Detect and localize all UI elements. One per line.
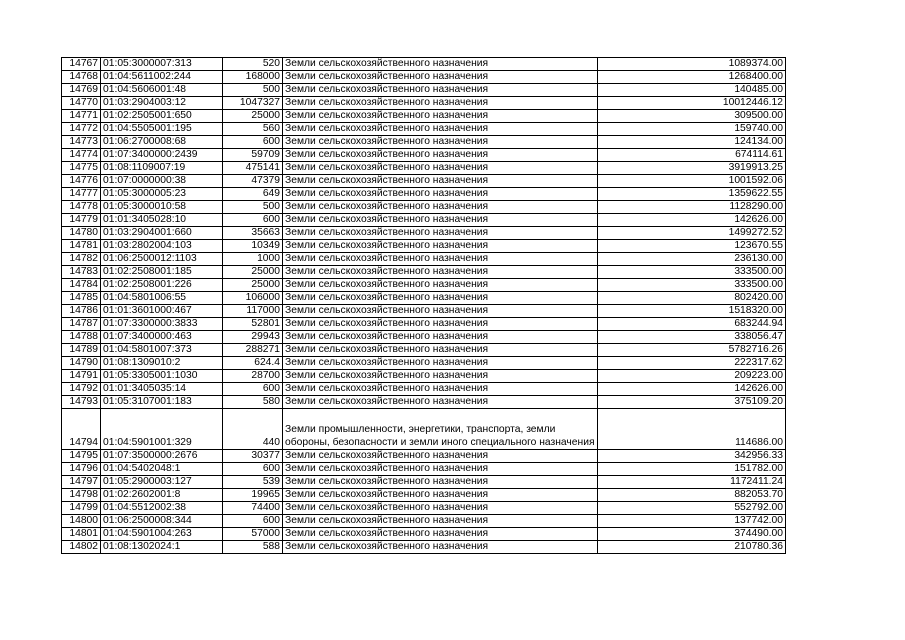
cadastral-number-cell: 01:02:2505001:650 <box>101 110 223 123</box>
land-category-cell: Земли сельскохозяйственного назначения <box>283 489 598 502</box>
table-row <box>62 383 786 396</box>
row-id-cell: 14776 <box>62 175 101 188</box>
area-cell: 30377 <box>223 450 283 463</box>
table-row <box>62 528 786 541</box>
cadastral-value-cell: 151782.00 <box>598 463 786 476</box>
row-id-cell: 14771 <box>62 110 101 123</box>
cadastral-value-cell: 1089374.00 <box>598 58 786 71</box>
row-id-cell: 14770 <box>62 97 101 110</box>
land-category-cell: Земли сельскохозяйственного назначения <box>283 110 598 123</box>
row-id-cell: 14793 <box>62 396 101 409</box>
land-category-cell: Земли сельскохозяйственного назначения <box>283 214 598 227</box>
area-cell: 600 <box>223 515 283 528</box>
cadastral-number-cell: 01:03:2802004:103 <box>101 240 223 253</box>
cadastral-value-cell: 1359622.55 <box>598 188 786 201</box>
cadastral-number-cell: 01:05:2900003:127 <box>101 476 223 489</box>
area-cell: 74400 <box>223 502 283 515</box>
area-cell: 440 <box>223 409 283 450</box>
cadastral-number-cell: 01:05:3107001:183 <box>101 396 223 409</box>
table-row <box>62 240 786 253</box>
cadastral-number-cell: 01:04:5611002:244 <box>101 71 223 84</box>
row-id-cell: 14791 <box>62 370 101 383</box>
table-row <box>62 476 786 489</box>
land-category-cell: Земли сельскохозяйственного назначения <box>283 318 598 331</box>
area-cell: 475141 <box>223 162 283 175</box>
table-row <box>62 110 786 123</box>
area-cell: 580 <box>223 396 283 409</box>
land-category-cell: Земли сельскохозяйственного назначения <box>283 396 598 409</box>
area-cell: 59709 <box>223 149 283 162</box>
cadastral-value-cell: 333500.00 <box>598 279 786 292</box>
cadastral-number-cell: 01:07:3500000:2676 <box>101 450 223 463</box>
row-id-cell: 14797 <box>62 476 101 489</box>
cadastral-value-cell: 802420.00 <box>598 292 786 305</box>
cadastral-number-cell: 01:05:3000007:313 <box>101 58 223 71</box>
land-category-cell: Земли сельскохозяйственного назначения <box>283 383 598 396</box>
table-row <box>62 123 786 136</box>
land-category-cell: Земли сельскохозяйственного назначения <box>283 71 598 84</box>
area-cell: 25000 <box>223 279 283 292</box>
cadastral-value-cell: 1172411.24 <box>598 476 786 489</box>
row-id-cell: 14772 <box>62 123 101 136</box>
cadastral-number-cell: 01:07:3300000:3833 <box>101 318 223 331</box>
table-row <box>62 450 786 463</box>
table-body <box>62 58 786 554</box>
land-category-cell: Земли сельскохозяйственного назначения <box>283 188 598 201</box>
land-category-cell: Земли сельскохозяйственного назначения <box>283 541 598 554</box>
area-cell: 52801 <box>223 318 283 331</box>
table-row <box>62 370 786 383</box>
cadastral-number-cell: 01:07:3400000:2439 <box>101 149 223 162</box>
land-category-cell: Земли сельскохозяйственного назначения <box>283 305 598 318</box>
table-row <box>62 136 786 149</box>
table-row <box>62 97 786 110</box>
row-id-cell: 14799 <box>62 502 101 515</box>
cadastral-value-cell: 140485.00 <box>598 84 786 97</box>
land-category-cell: Земли сельскохозяйственного назначения <box>283 123 598 136</box>
cadastral-number-cell: 01:06:2500008:344 <box>101 515 223 528</box>
cadastral-number-cell: 01:05:3305001:1030 <box>101 370 223 383</box>
land-category-cell: Земли сельскохозяйственного назначения <box>283 463 598 476</box>
row-id-cell: 14778 <box>62 201 101 214</box>
table-row <box>62 331 786 344</box>
area-cell: 35663 <box>223 227 283 240</box>
area-cell: 19965 <box>223 489 283 502</box>
cadastral-number-cell: 01:01:3601000:467 <box>101 305 223 318</box>
row-id-cell: 14794 <box>62 409 101 450</box>
land-category-cell: Земли промышленности, энергетики, транспорта, земли обороны, безопасности и земли иного специального назначения <box>283 409 598 450</box>
table-row <box>62 502 786 515</box>
cadastral-number-cell: 01:04:5901001:329 <box>101 409 223 450</box>
table-row <box>62 344 786 357</box>
area-cell: 10349 <box>223 240 283 253</box>
row-id-cell: 14767 <box>62 58 101 71</box>
land-category-cell: Земли сельскохозяйственного назначения <box>283 175 598 188</box>
row-id-cell: 14768 <box>62 71 101 84</box>
cadastral-value-cell: 10012446.12 <box>598 97 786 110</box>
land-category-cell: Земли сельскохозяйственного назначения <box>283 450 598 463</box>
table-row <box>62 396 786 409</box>
cadastral-value-cell: 236130.00 <box>598 253 786 266</box>
cadastral-value-cell: 124134.00 <box>598 136 786 149</box>
area-cell: 520 <box>223 58 283 71</box>
land-category-cell: Земли сельскохозяйственного назначения <box>283 292 598 305</box>
cadastral-number-cell: 01:03:2904001:660 <box>101 227 223 240</box>
cadastral-value-cell: 210780.36 <box>598 541 786 554</box>
cadastral-number-cell: 01:04:5606001:48 <box>101 84 223 97</box>
table-row <box>62 266 786 279</box>
document-sheet <box>61 57 786 554</box>
area-cell: 57000 <box>223 528 283 541</box>
cadastral-value-cell: 375109.20 <box>598 396 786 409</box>
cadastral-number-cell: 01:03:2904003:12 <box>101 97 223 110</box>
table-row <box>62 541 786 554</box>
area-cell: 600 <box>223 136 283 149</box>
land-category-cell: Земли сельскохозяйственного назначения <box>283 476 598 489</box>
cadastral-number-cell: 01:02:2602001:8 <box>101 489 223 502</box>
cadastral-value-cell: 338056.47 <box>598 331 786 344</box>
table-row <box>62 318 786 331</box>
area-cell: 600 <box>223 463 283 476</box>
table-row <box>62 292 786 305</box>
cadastral-number-cell: 01:04:5901004:263 <box>101 528 223 541</box>
cadastral-value-cell: 1499272.52 <box>598 227 786 240</box>
cadastral-value-cell: 683244.94 <box>598 318 786 331</box>
row-id-cell: 14802 <box>62 541 101 554</box>
cadastral-number-cell: 01:08:1309010:2 <box>101 357 223 370</box>
cadastral-value-cell: 5782716.26 <box>598 344 786 357</box>
row-id-cell: 14787 <box>62 318 101 331</box>
table-row <box>62 175 786 188</box>
land-category-cell: Земли сельскохозяйственного назначения <box>283 58 598 71</box>
row-id-cell: 14782 <box>62 253 101 266</box>
row-id-cell: 14792 <box>62 383 101 396</box>
cadastral-number-cell: 01:06:2700008:68 <box>101 136 223 149</box>
area-cell: 117000 <box>223 305 283 318</box>
cadastral-value-cell: 3919913.25 <box>598 162 786 175</box>
cadastral-number-cell: 01:07:0000000:38 <box>101 175 223 188</box>
cadastral-value-cell: 209223.00 <box>598 370 786 383</box>
row-id-cell: 14789 <box>62 344 101 357</box>
table-row <box>62 253 786 266</box>
row-id-cell: 14796 <box>62 463 101 476</box>
cadastral-value-cell: 137742.00 <box>598 515 786 528</box>
row-id-cell: 14780 <box>62 227 101 240</box>
row-id-cell: 14798 <box>62 489 101 502</box>
cadastral-number-cell: 01:08:1109007:19 <box>101 162 223 175</box>
land-category-cell: Земли сельскохозяйственного назначения <box>283 84 598 97</box>
row-id-cell: 14774 <box>62 149 101 162</box>
land-category-cell: Земли сельскохозяйственного назначения <box>283 502 598 515</box>
table-row <box>62 71 786 84</box>
cadastral-value-cell: 159740.00 <box>598 123 786 136</box>
cadastral-number-cell: 01:04:5402048:1 <box>101 463 223 476</box>
cadastral-value-cell: 309500.00 <box>598 110 786 123</box>
area-cell: 29943 <box>223 331 283 344</box>
land-category-cell: Земли сельскохозяйственного назначения <box>283 266 598 279</box>
row-id-cell: 14781 <box>62 240 101 253</box>
area-cell: 560 <box>223 123 283 136</box>
land-category-cell: Земли сельскохозяйственного назначения <box>283 279 598 292</box>
area-cell: 500 <box>223 201 283 214</box>
row-id-cell: 14784 <box>62 279 101 292</box>
table-row <box>62 305 786 318</box>
cadastral-value-cell: 114686.00 <box>598 409 786 450</box>
area-cell: 106000 <box>223 292 283 305</box>
area-cell: 1047327 <box>223 97 283 110</box>
area-cell: 539 <box>223 476 283 489</box>
cadastral-number-cell: 01:04:5801006:55 <box>101 292 223 305</box>
cadastral-value-cell: 882053.70 <box>598 489 786 502</box>
row-id-cell: 14769 <box>62 84 101 97</box>
cadastral-value-cell: 1128290.00 <box>598 201 786 214</box>
cadastral-number-cell: 01:08:1302024:1 <box>101 541 223 554</box>
cadastral-number-cell: 01:04:5512002:38 <box>101 502 223 515</box>
row-id-cell: 14783 <box>62 266 101 279</box>
table-row <box>62 58 786 71</box>
table-row <box>62 357 786 370</box>
cadastral-value-cell: 123670.55 <box>598 240 786 253</box>
cadastral-value-cell: 552792.00 <box>598 502 786 515</box>
land-category-cell: Земли сельскохозяйственного назначения <box>283 370 598 383</box>
area-cell: 168000 <box>223 71 283 84</box>
table-row <box>62 162 786 175</box>
land-category-cell: Земли сельскохозяйственного назначения <box>283 97 598 110</box>
land-category-cell: Земли сельскохозяйственного назначения <box>283 227 598 240</box>
area-cell: 25000 <box>223 110 283 123</box>
cadastral-number-cell: 01:05:3000010:58 <box>101 201 223 214</box>
area-cell: 28700 <box>223 370 283 383</box>
area-cell: 624.4 <box>223 357 283 370</box>
row-id-cell: 14777 <box>62 188 101 201</box>
table-row <box>62 214 786 227</box>
table-row <box>62 188 786 201</box>
land-category-cell: Земли сельскохозяйственного назначения <box>283 357 598 370</box>
cadastral-number-cell: 01:05:3000005:23 <box>101 188 223 201</box>
cadastral-value-cell: 1001592.06 <box>598 175 786 188</box>
table-row <box>62 84 786 97</box>
area-cell: 588 <box>223 541 283 554</box>
row-id-cell: 14788 <box>62 331 101 344</box>
row-id-cell: 14775 <box>62 162 101 175</box>
cadastral-value-cell: 142626.00 <box>598 214 786 227</box>
cadastral-number-cell: 01:06:2500012:1103 <box>101 253 223 266</box>
table-row <box>62 227 786 240</box>
row-id-cell: 14779 <box>62 214 101 227</box>
area-cell: 1000 <box>223 253 283 266</box>
row-id-cell: 14790 <box>62 357 101 370</box>
cadastral-value-cell: 333500.00 <box>598 266 786 279</box>
table-row <box>62 279 786 292</box>
cadastral-number-cell: 01:04:5505001:195 <box>101 123 223 136</box>
table-row <box>62 409 786 450</box>
land-category-cell: Земли сельскохозяйственного назначения <box>283 240 598 253</box>
land-category-cell: Земли сельскохозяйственного назначения <box>283 331 598 344</box>
cadastral-value-cell: 222317.62 <box>598 357 786 370</box>
cadastral-number-cell: 01:02:2508001:226 <box>101 279 223 292</box>
row-id-cell: 14800 <box>62 515 101 528</box>
cadastral-value-cell: 374490.00 <box>598 528 786 541</box>
table-row <box>62 463 786 476</box>
table-row <box>62 201 786 214</box>
area-cell: 649 <box>223 188 283 201</box>
land-category-cell: Земли сельскохозяйственного назначения <box>283 201 598 214</box>
area-cell: 500 <box>223 84 283 97</box>
cadastral-number-cell: 01:04:5801007:373 <box>101 344 223 357</box>
cadastre-table <box>61 57 786 554</box>
table-row <box>62 149 786 162</box>
row-id-cell: 14773 <box>62 136 101 149</box>
land-category-cell: Земли сельскохозяйственного назначения <box>283 149 598 162</box>
table-row <box>62 515 786 528</box>
cadastral-number-cell: 01:01:3405035:14 <box>101 383 223 396</box>
row-id-cell: 14795 <box>62 450 101 463</box>
table-row <box>62 489 786 502</box>
land-category-cell: Земли сельскохозяйственного назначения <box>283 136 598 149</box>
cadastral-number-cell: 01:02:2508001:185 <box>101 266 223 279</box>
land-category-cell: Земли сельскохозяйственного назначения <box>283 253 598 266</box>
row-id-cell: 14785 <box>62 292 101 305</box>
cadastral-number-cell: 01:01:3405028:10 <box>101 214 223 227</box>
cadastral-number-cell: 01:07:3400000:463 <box>101 331 223 344</box>
row-id-cell: 14801 <box>62 528 101 541</box>
land-category-cell: Земли сельскохозяйственного назначения <box>283 515 598 528</box>
cadastral-value-cell: 342956.33 <box>598 450 786 463</box>
row-id-cell: 14786 <box>62 305 101 318</box>
area-cell: 47379 <box>223 175 283 188</box>
cadastral-value-cell: 674114.61 <box>598 149 786 162</box>
area-cell: 288271 <box>223 344 283 357</box>
cadastral-value-cell: 1268400.00 <box>598 71 786 84</box>
land-category-cell: Земли сельскохозяйственного назначения <box>283 344 598 357</box>
cadastral-value-cell: 1518320.00 <box>598 305 786 318</box>
land-category-cell: Земли сельскохозяйственного назначения <box>283 528 598 541</box>
area-cell: 600 <box>223 383 283 396</box>
land-category-cell: Земли сельскохозяйственного назначения <box>283 162 598 175</box>
area-cell: 600 <box>223 214 283 227</box>
cadastral-value-cell: 142626.00 <box>598 383 786 396</box>
area-cell: 25000 <box>223 266 283 279</box>
